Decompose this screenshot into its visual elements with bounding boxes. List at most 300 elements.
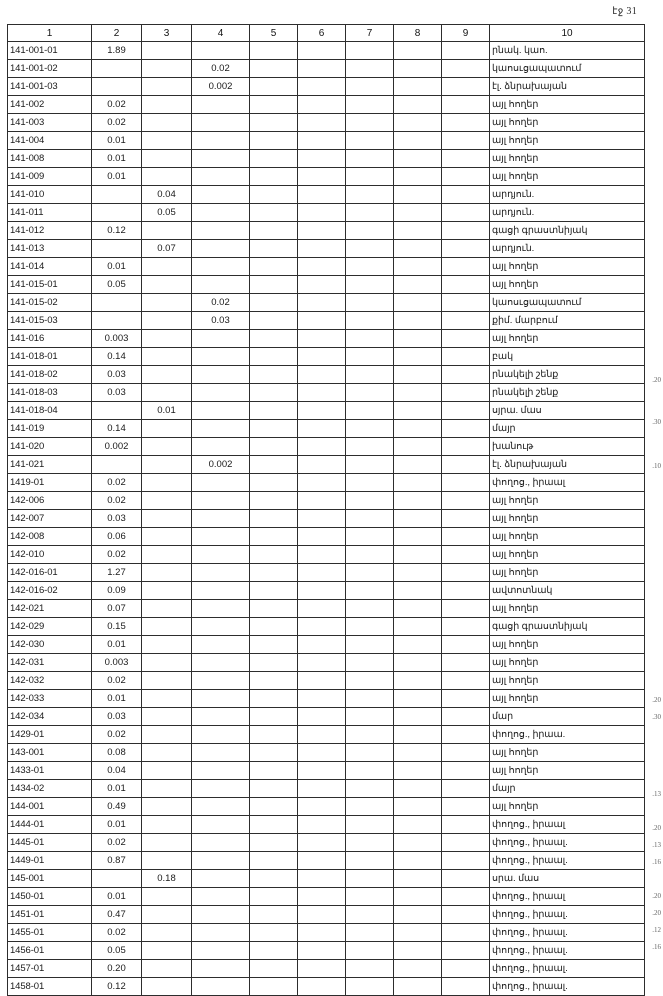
cell-value-col4: [192, 618, 250, 636]
cell-value-col7: [346, 618, 394, 636]
table-row: [8, 744, 645, 762]
cell-value-col3: 0.05: [142, 204, 192, 222]
cell-value-col7: [346, 258, 394, 276]
table-row: [8, 852, 645, 870]
cell-value-col7: [346, 798, 394, 816]
cell-value-col2: 0.05: [92, 942, 142, 960]
cell-value-col7: [346, 132, 394, 150]
cell-value-col8: [394, 150, 442, 168]
cell-value-col8: [394, 402, 442, 420]
cell-value-col6: [298, 816, 346, 834]
cell-value-col2: 0.01: [92, 780, 142, 798]
cell-value-col3: [142, 294, 192, 312]
cell-value-col9: [442, 816, 490, 834]
cell-value-col4: [192, 744, 250, 762]
cell-value-col3: [142, 42, 192, 60]
cell-value-col2: 0.05: [92, 276, 142, 294]
cell-value-col8: [394, 636, 442, 654]
column-header-2: 2: [92, 25, 142, 42]
cell-value-col4: [192, 42, 250, 60]
cell-description: փողոց., իրաալ: [490, 474, 645, 492]
cell-value-col5: [250, 744, 298, 762]
cell-value-col2: 1.27: [92, 564, 142, 582]
cell-parcel-code: 1445-01: [8, 834, 92, 852]
table-row: [8, 960, 645, 978]
cell-value-col7: [346, 438, 394, 456]
cell-description: արդյուն.: [490, 186, 645, 204]
cell-value-col3: [142, 78, 192, 96]
cell-value-col5: [250, 852, 298, 870]
cell-value-col7: [346, 420, 394, 438]
cell-parcel-code: 1434-02: [8, 780, 92, 798]
table-row: [8, 60, 645, 78]
table-row: [8, 636, 645, 654]
cell-value-col5: [250, 294, 298, 312]
cell-value-col9: [442, 780, 490, 798]
table-row: [8, 906, 645, 924]
cell-value-col3: [142, 258, 192, 276]
cell-value-col8: [394, 528, 442, 546]
cell-value-col9: [442, 276, 490, 294]
cell-value-col8: [394, 600, 442, 618]
cell-value-col5: [250, 240, 298, 258]
cell-value-col4: [192, 528, 250, 546]
cell-value-col4: [192, 438, 250, 456]
table-row: [8, 672, 645, 690]
cell-parcel-code: 141-011: [8, 204, 92, 222]
cell-description: էլ. ձնրախայան: [490, 78, 645, 96]
cell-description: այլ հողեր: [490, 276, 645, 294]
cell-value-col6: [298, 546, 346, 564]
cell-value-col7: [346, 564, 394, 582]
cell-parcel-code: 1451-01: [8, 906, 92, 924]
cell-value-col7: [346, 366, 394, 384]
cell-value-col6: [298, 582, 346, 600]
cell-value-col8: [394, 240, 442, 258]
cell-value-col4: [192, 726, 250, 744]
cell-value-col6: [298, 942, 346, 960]
cell-value-col6: [298, 438, 346, 456]
cell-value-col5: [250, 780, 298, 798]
cell-description: էլ. ձնրախայան: [490, 456, 645, 474]
cell-value-col7: [346, 744, 394, 762]
cell-value-col3: [142, 528, 192, 546]
cell-value-col4: [192, 564, 250, 582]
cell-value-col9: [442, 582, 490, 600]
cell-description: այլ հողեր: [490, 330, 645, 348]
cell-value-col9: [442, 402, 490, 420]
cell-value-col3: [142, 816, 192, 834]
cell-value-col2: 0.01: [92, 636, 142, 654]
cell-value-col9: [442, 906, 490, 924]
cell-value-col5: [250, 726, 298, 744]
table-row: [8, 420, 645, 438]
cell-value-col5: [250, 618, 298, 636]
cell-value-col6: [298, 924, 346, 942]
cell-value-col9: [442, 564, 490, 582]
cell-value-col8: [394, 42, 442, 60]
cell-value-col2: [92, 312, 142, 330]
cell-description: փողոց., իրաա.: [490, 726, 645, 744]
cell-value-col4: [192, 942, 250, 960]
cell-value-col7: [346, 636, 394, 654]
column-header-4: 4: [192, 25, 250, 42]
cell-value-col2: 0.04: [92, 762, 142, 780]
cell-description: փողոց., իրաալ.: [490, 960, 645, 978]
cell-value-col5: [250, 636, 298, 654]
cell-value-col8: [394, 582, 442, 600]
cell-value-col8: [394, 366, 442, 384]
table-row: [8, 204, 645, 222]
cell-value-col9: [442, 348, 490, 366]
cell-value-col9: [442, 330, 490, 348]
cell-value-col2: [92, 186, 142, 204]
cell-value-col6: [298, 384, 346, 402]
margin-note: .13: [652, 841, 661, 849]
cell-parcel-code: 141-004: [8, 132, 92, 150]
cell-value-col2: 0.002: [92, 438, 142, 456]
table-body: [8, 42, 645, 996]
table-row: [8, 834, 645, 852]
cell-parcel-code: 141-012: [8, 222, 92, 240]
cell-value-col6: [298, 168, 346, 186]
column-header-6: 6: [298, 25, 346, 42]
cell-value-col6: [298, 798, 346, 816]
cell-value-col8: [394, 258, 442, 276]
cell-value-col3: 0.07: [142, 240, 192, 258]
cell-value-col6: [298, 852, 346, 870]
cell-value-col7: [346, 852, 394, 870]
cell-value-col4: [192, 420, 250, 438]
cell-value-col5: [250, 942, 298, 960]
table-row: [8, 132, 645, 150]
cell-parcel-code: 141-008: [8, 150, 92, 168]
cell-parcel-code: 1455-01: [8, 924, 92, 942]
cell-value-col2: 0.01: [92, 888, 142, 906]
cell-value-col5: [250, 672, 298, 690]
cell-description: գացի գրաստնիյակ: [490, 222, 645, 240]
cell-value-col3: [142, 222, 192, 240]
column-header-1: 1: [8, 25, 92, 42]
cell-value-col9: [442, 726, 490, 744]
cell-value-col4: [192, 924, 250, 942]
cell-value-col9: [442, 798, 490, 816]
cell-value-col2: 0.20: [92, 960, 142, 978]
cell-value-col4: [192, 960, 250, 978]
cell-value-col9: [442, 690, 490, 708]
table-row: [8, 402, 645, 420]
cell-value-col3: [142, 420, 192, 438]
cell-value-col8: [394, 870, 442, 888]
cell-value-col2: 0.02: [92, 492, 142, 510]
cell-value-col7: [346, 330, 394, 348]
cell-value-col8: [394, 348, 442, 366]
cell-value-col8: [394, 924, 442, 942]
cell-parcel-code: 141-010: [8, 186, 92, 204]
cell-value-col3: [142, 168, 192, 186]
cell-value-col7: [346, 816, 394, 834]
cell-description: արդյուն.: [490, 204, 645, 222]
cell-value-col5: [250, 96, 298, 114]
cell-value-col8: [394, 456, 442, 474]
cell-value-col9: [442, 258, 490, 276]
cell-parcel-code: 142-031: [8, 654, 92, 672]
column-header-7: 7: [346, 25, 394, 42]
cell-parcel-code: 142-029: [8, 618, 92, 636]
cell-value-col9: [442, 924, 490, 942]
cell-value-col8: [394, 186, 442, 204]
table-row: [8, 258, 645, 276]
cell-description: փողոց., իրաալ.: [490, 942, 645, 960]
cell-value-col4: [192, 852, 250, 870]
margin-note: .13: [652, 790, 661, 798]
cell-parcel-code: 1419-01: [8, 474, 92, 492]
cell-value-col7: [346, 348, 394, 366]
table-row: [8, 546, 645, 564]
cell-value-col6: [298, 708, 346, 726]
cell-value-col4: [192, 654, 250, 672]
cell-value-col4: [192, 330, 250, 348]
cell-value-col2: 0.07: [92, 600, 142, 618]
margin-note: .16: [652, 943, 661, 951]
cell-value-col6: [298, 42, 346, 60]
cell-value-col3: [142, 312, 192, 330]
cell-value-col2: 0.03: [92, 708, 142, 726]
cell-value-col6: [298, 870, 346, 888]
cell-value-col6: [298, 510, 346, 528]
cell-value-col3: [142, 582, 192, 600]
cell-value-col7: [346, 978, 394, 996]
cell-value-col6: [298, 960, 346, 978]
cell-value-col3: [142, 618, 192, 636]
cell-value-col5: [250, 384, 298, 402]
cell-parcel-code: 141-009: [8, 168, 92, 186]
cell-parcel-code: 141-003: [8, 114, 92, 132]
cell-value-col4: [192, 582, 250, 600]
table-row: [8, 384, 645, 402]
cell-value-col3: [142, 942, 192, 960]
table-row: [8, 708, 645, 726]
cell-value-col9: [442, 762, 490, 780]
cell-value-col5: [250, 276, 298, 294]
cell-value-col5: [250, 960, 298, 978]
cell-value-col8: [394, 474, 442, 492]
table-row: [8, 168, 645, 186]
cell-parcel-code: 142-021: [8, 600, 92, 618]
cell-value-col7: [346, 942, 394, 960]
cell-value-col8: [394, 60, 442, 78]
cell-value-col4: [192, 888, 250, 906]
cell-value-col7: [346, 960, 394, 978]
cell-value-col2: 0.01: [92, 258, 142, 276]
cell-value-col4: 0.002: [192, 456, 250, 474]
cell-parcel-code: 141-015-02: [8, 294, 92, 312]
cell-value-col6: [298, 726, 346, 744]
cell-value-col7: [346, 402, 394, 420]
cell-value-col6: [298, 294, 346, 312]
cell-description: այլ հողեր: [490, 114, 645, 132]
cell-description: ավտոտնակ: [490, 582, 645, 600]
cell-value-col8: [394, 114, 442, 132]
cell-value-col9: [442, 438, 490, 456]
cell-value-col5: [250, 150, 298, 168]
cell-value-col8: [394, 834, 442, 852]
cell-value-col9: [442, 294, 490, 312]
margin-note: .20: [652, 892, 661, 900]
margin-note: .10: [652, 462, 661, 470]
cell-value-col7: [346, 870, 394, 888]
cell-value-col4: [192, 780, 250, 798]
cell-value-col6: [298, 744, 346, 762]
cell-value-col3: [142, 654, 192, 672]
cell-value-col2: 0.02: [92, 114, 142, 132]
margin-note: .16: [652, 858, 661, 866]
cell-value-col7: [346, 492, 394, 510]
cell-value-col8: [394, 762, 442, 780]
cell-value-col4: [192, 834, 250, 852]
cell-value-col6: [298, 60, 346, 78]
cell-value-col6: [298, 762, 346, 780]
cell-value-col3: [142, 726, 192, 744]
cell-value-col9: [442, 240, 490, 258]
cell-value-col3: [142, 348, 192, 366]
cell-value-col8: [394, 690, 442, 708]
cell-value-col6: [298, 600, 346, 618]
cell-description: այլ հողեր: [490, 636, 645, 654]
cell-value-col9: [442, 942, 490, 960]
cell-value-col8: [394, 294, 442, 312]
cell-parcel-code: 1429-01: [8, 726, 92, 744]
cell-value-col5: [250, 690, 298, 708]
cell-value-col4: [192, 114, 250, 132]
margin-note: .30: [652, 713, 661, 721]
cell-value-col6: [298, 978, 346, 996]
cell-value-col7: [346, 834, 394, 852]
cell-value-col2: 0.09: [92, 582, 142, 600]
cell-value-col3: [142, 384, 192, 402]
cell-value-col9: [442, 96, 490, 114]
cell-description: րնակ. կաո.: [490, 42, 645, 60]
cell-value-col9: [442, 960, 490, 978]
cell-description: այլ հողեր: [490, 510, 645, 528]
cell-value-col3: [142, 600, 192, 618]
cell-value-col5: [250, 600, 298, 618]
cell-value-col2: 0.14: [92, 420, 142, 438]
cell-value-col2: [92, 204, 142, 222]
cell-value-col5: [250, 312, 298, 330]
table-row: [8, 114, 645, 132]
column-header-10: 10: [490, 25, 645, 42]
cell-value-col6: [298, 888, 346, 906]
cell-value-col7: [346, 510, 394, 528]
cell-value-col9: [442, 978, 490, 996]
cell-value-col2: 0.06: [92, 528, 142, 546]
cell-description: փողոց., իրաալ.: [490, 906, 645, 924]
cell-parcel-code: 141-001-02: [8, 60, 92, 78]
cell-parcel-code: 142-030: [8, 636, 92, 654]
cell-value-col7: [346, 168, 394, 186]
cell-value-col9: [442, 42, 490, 60]
cell-value-col6: [298, 906, 346, 924]
cell-value-col6: [298, 834, 346, 852]
cell-description: փողոց., իրաալ.: [490, 978, 645, 996]
cell-value-col6: [298, 222, 346, 240]
cell-value-col5: [250, 366, 298, 384]
column-header-8: 8: [394, 25, 442, 42]
cell-value-col8: [394, 708, 442, 726]
cell-description: մար: [490, 708, 645, 726]
table-row: [8, 474, 645, 492]
cell-value-col4: [192, 168, 250, 186]
cell-value-col2: 0.003: [92, 330, 142, 348]
cell-description: այլ հողեր: [490, 132, 645, 150]
table-row: [8, 492, 645, 510]
cell-value-col2: 0.01: [92, 150, 142, 168]
table-row: [8, 294, 645, 312]
cell-value-col7: [346, 672, 394, 690]
table-row: [8, 186, 645, 204]
cell-description: այլ հողեր: [490, 564, 645, 582]
cell-value-col9: [442, 528, 490, 546]
cell-value-col8: [394, 384, 442, 402]
cell-value-col6: [298, 240, 346, 258]
cell-value-col5: [250, 456, 298, 474]
cell-value-col8: [394, 942, 442, 960]
cell-value-col9: [442, 510, 490, 528]
cell-value-col4: [192, 690, 250, 708]
cell-description: այլ հողեր: [490, 672, 645, 690]
cell-value-col8: [394, 168, 442, 186]
cell-parcel-code: 144-001: [8, 798, 92, 816]
cell-value-col6: [298, 96, 346, 114]
cell-value-col2: [92, 78, 142, 96]
cell-value-col9: [442, 186, 490, 204]
cell-value-col9: [442, 474, 490, 492]
cell-value-col2: 0.49: [92, 798, 142, 816]
cell-value-col7: [346, 600, 394, 618]
cell-value-col9: [442, 204, 490, 222]
column-header-3: 3: [142, 25, 192, 42]
cell-value-col8: [394, 798, 442, 816]
cell-value-col3: [142, 456, 192, 474]
cell-description: այլ հողեր: [490, 600, 645, 618]
cell-value-col5: [250, 204, 298, 222]
cell-value-col3: [142, 492, 192, 510]
cell-value-col6: [298, 492, 346, 510]
cell-value-col9: [442, 708, 490, 726]
cell-value-col8: [394, 510, 442, 528]
cell-parcel-code: 143-001: [8, 744, 92, 762]
cell-value-col4: 0.002: [192, 78, 250, 96]
cell-value-col4: [192, 636, 250, 654]
cell-value-col4: [192, 240, 250, 258]
cell-value-col7: [346, 150, 394, 168]
cell-value-col4: [192, 348, 250, 366]
table-row: [8, 888, 645, 906]
cell-value-col5: [250, 870, 298, 888]
cell-value-col4: [192, 258, 250, 276]
cell-value-col2: 0.02: [92, 96, 142, 114]
cell-description: այլ հողեր: [490, 96, 645, 114]
cell-description: այլ հողեր: [490, 258, 645, 276]
cell-value-col6: [298, 528, 346, 546]
cell-value-col7: [346, 690, 394, 708]
margin-note: .20: [652, 909, 661, 917]
cell-description: փողոց., իրաալ.: [490, 852, 645, 870]
cell-value-col5: [250, 402, 298, 420]
cell-value-col8: [394, 852, 442, 870]
cell-parcel-code: 141-018-01: [8, 348, 92, 366]
